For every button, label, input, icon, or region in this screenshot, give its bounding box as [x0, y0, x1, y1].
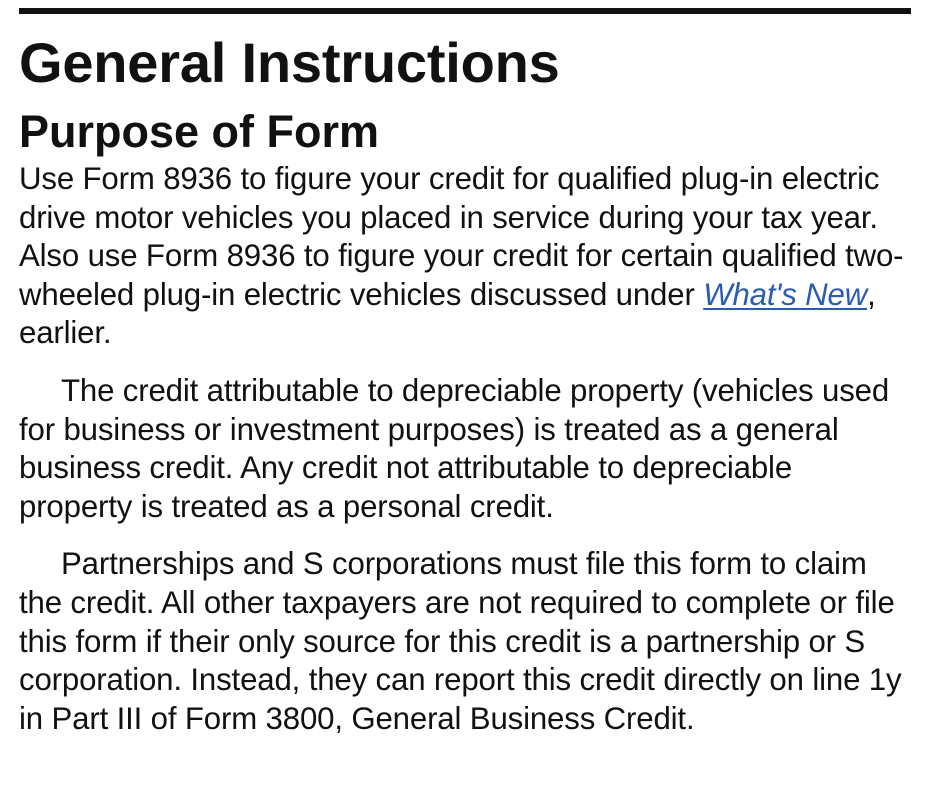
document-page	[19, 8, 911, 738]
purpose-paragraph-3: Partnerships and S corporations must file this form to claim the credit. All other taxpayers are not required to complete or file this form if their only source for this credit is a partnership or S corporation. Instead, they can report this credit directly on line 1y in Part III of Form 3800, General Business Credit.	[19, 546, 902, 736]
general-instructions-heading: General Instructions	[19, 31, 560, 94]
whats-new-link[interactable]: What's New	[703, 276, 868, 312]
purpose-paragraph-1	[19, 160, 911, 353]
paragraph-1-tail: , earlier.	[19, 276, 876, 351]
paragraph-1-text: Use Form 8936 to figure your credit for qualified plug-in electric drive motor vehicles you placed in service during your tax year. Also use Form 8936 to figure your credit for certain qualified two-wheeled plug-in electric vehicles discussed under	[19, 161, 904, 312]
purpose-of-form-heading: Purpose of Form	[19, 106, 380, 157]
purpose-paragraph-2: The credit attributable to depreciable property (vehicles used for business or investment purposes) is treated as a general business credit. Any credit not attributable to depreciable property is treated as a personal credit.	[19, 372, 890, 524]
top-rule-divider	[19, 8, 911, 14]
